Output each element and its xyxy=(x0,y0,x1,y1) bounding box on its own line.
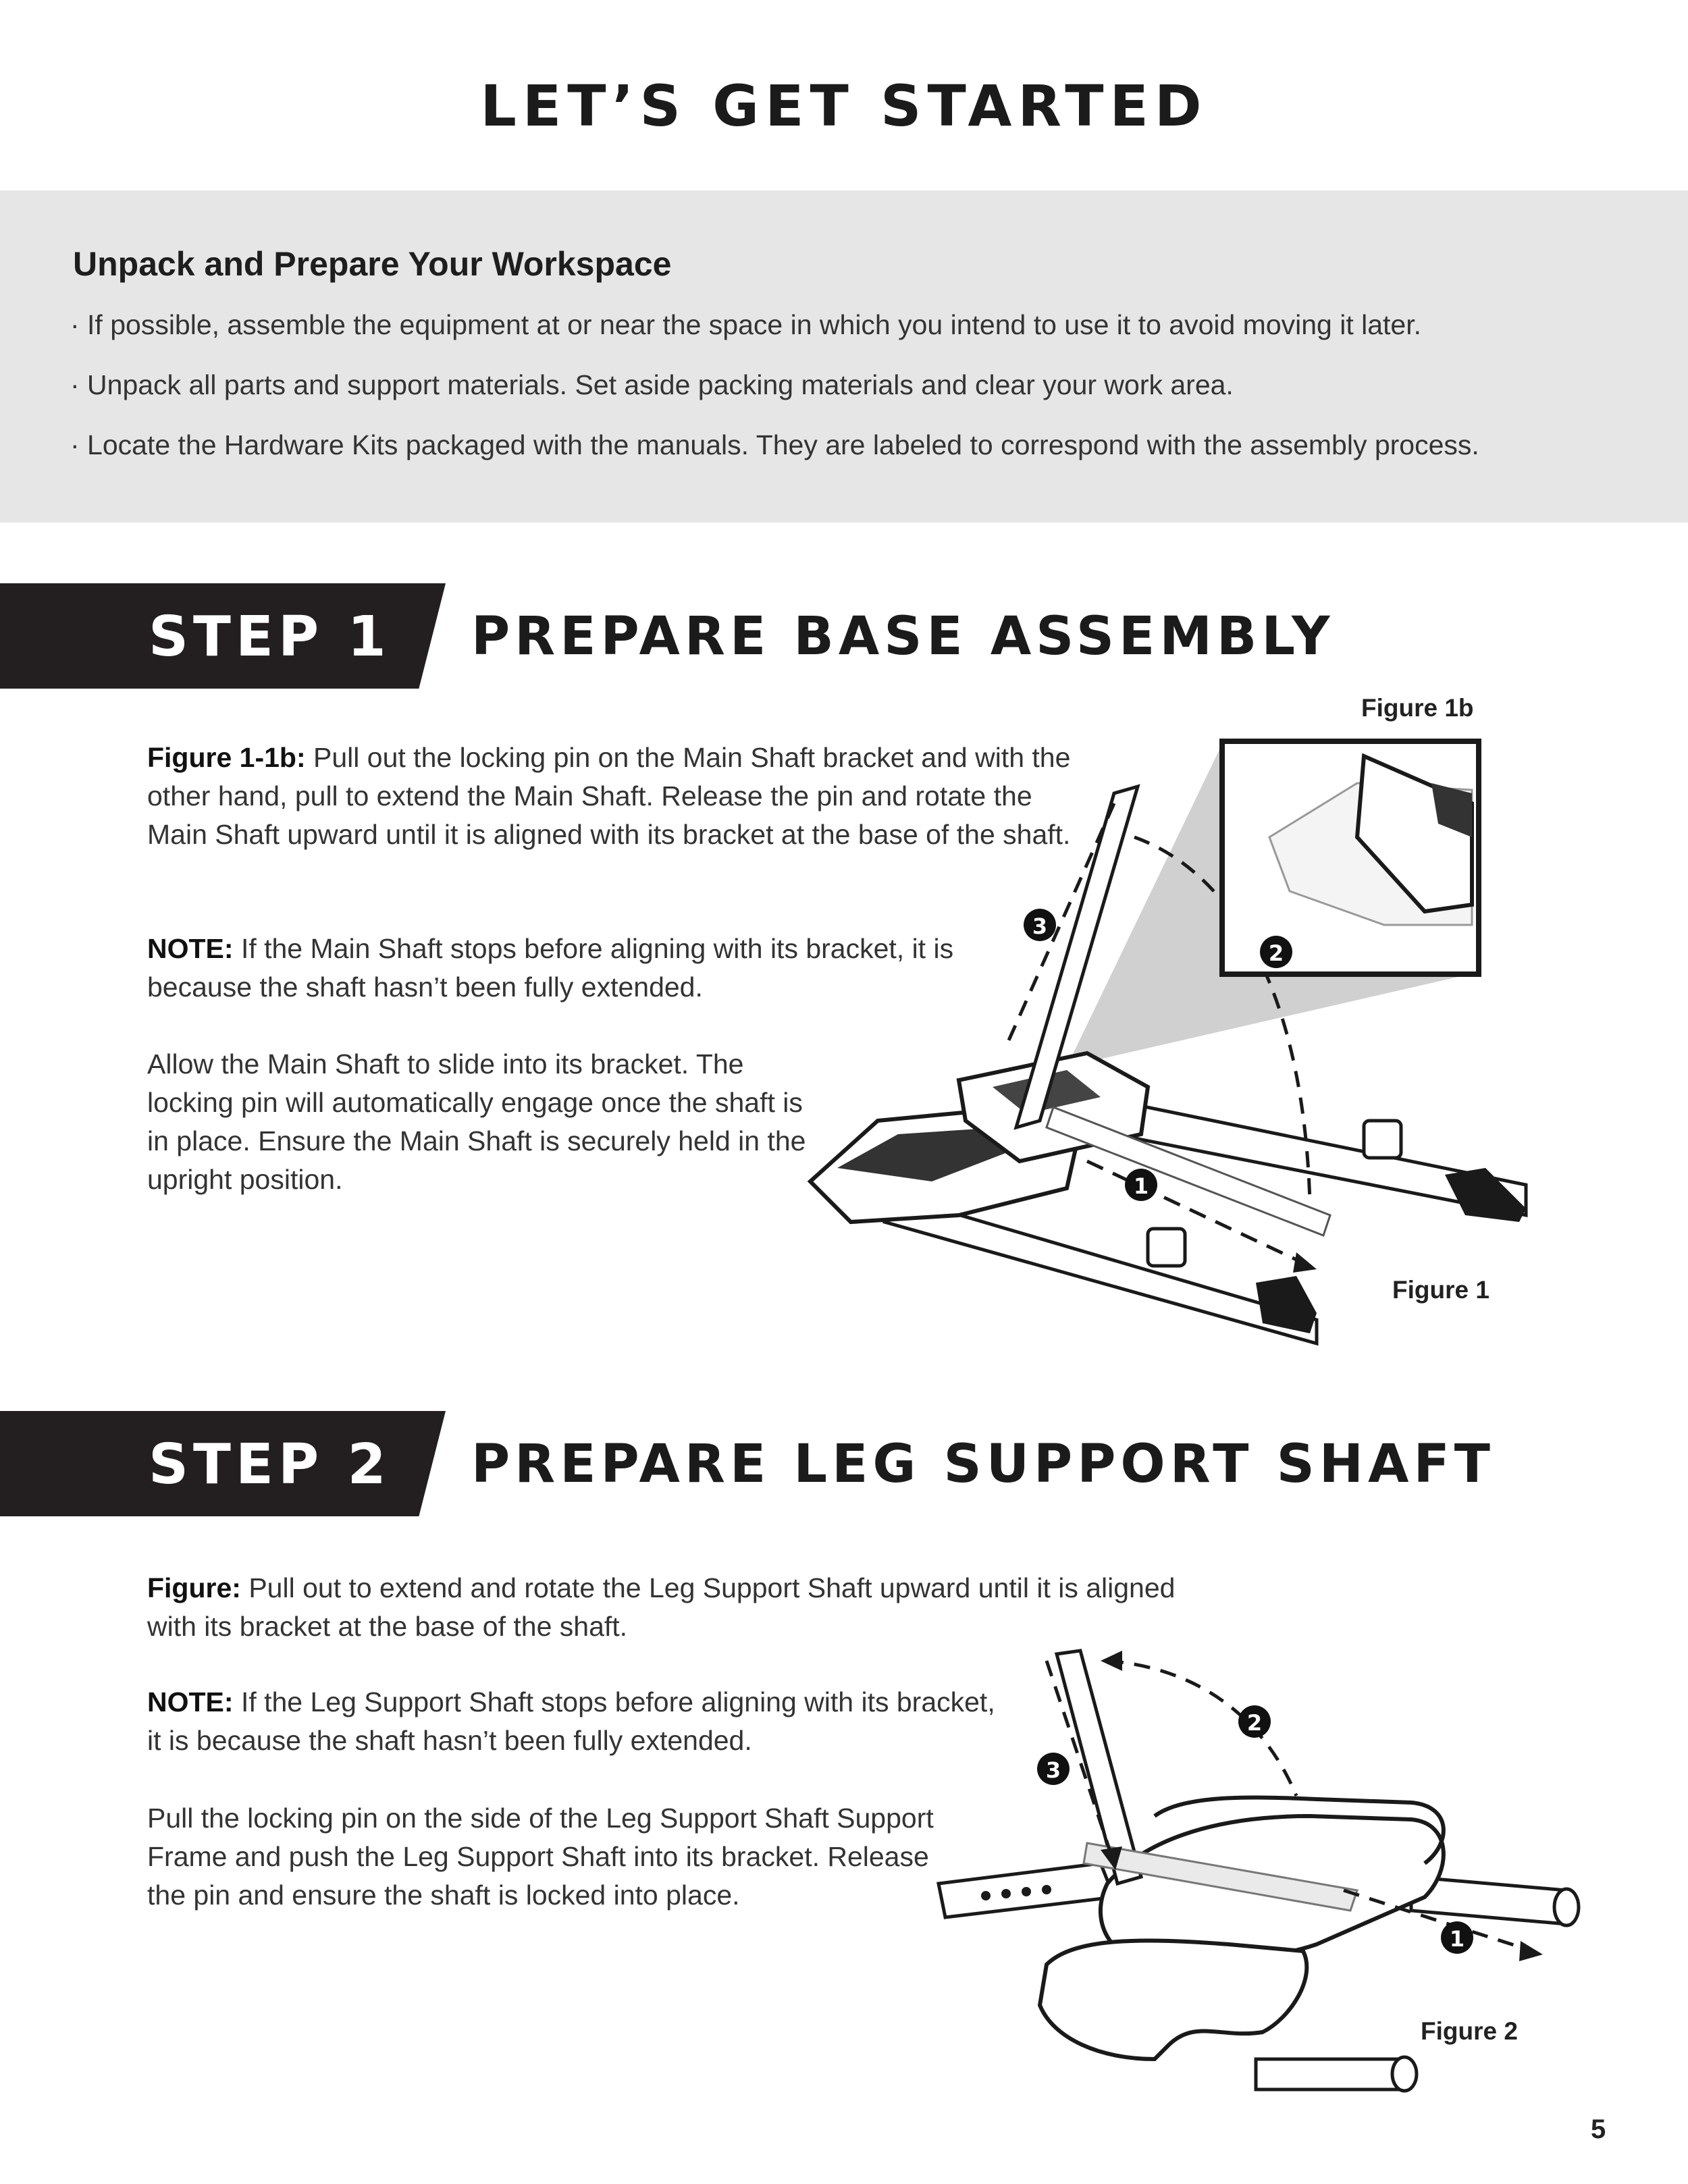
step1-label: STEP 1 xyxy=(149,605,391,669)
step1-title: PREPARE BASE ASSEMBLY xyxy=(471,606,1335,667)
figure-1-callout-1: 1 xyxy=(1133,1173,1149,1199)
step1-instruction-3: Allow the Main Shaft to slide into its bracket. The locking pin will automatically engage once the shaft is in place. Ensure the Main Shaft is securely held in the upright position. xyxy=(147,1048,806,1195)
figure-2-callout-1: 1 xyxy=(1449,1926,1465,1952)
workspace-bullet: · Locate the Hardware Kits packaged with the manuals. They are labeled to correspond with the assembly process. xyxy=(70,429,1479,460)
figure-1b-label: Figure 1b xyxy=(1361,694,1474,722)
step1-note-lead: NOTE: xyxy=(147,933,234,964)
figure-2-callout-3: 3 xyxy=(1045,1757,1061,1783)
step2-instruction-3: Pull the locking pin on the side of the Leg Support Shaft Support Frame and push the Leg Support Shaft into its bracket. Release the pin and ensure the shaft is locked into place. xyxy=(147,1803,934,1911)
step2-instruction-1 xyxy=(147,1569,1228,1646)
step2-instruction-1-body: Pull out to extend and rotate the Leg Support Shaft upward until it is aligned with its bracket at the base of the shaft. xyxy=(147,1572,1176,1642)
workspace-bullet: · If possible, assemble the equipment at or near the space in which you intend to use it to avoid moving it later. xyxy=(70,309,1422,340)
step2-note xyxy=(147,1683,998,1760)
figure-1-label: Figure 1 xyxy=(1392,1276,1489,1304)
step2-note-lead: NOTE: xyxy=(147,1686,234,1717)
workspace-bullet: · Unpack all parts and support materials. Set aside packing materials and clear your work area. xyxy=(70,369,1234,400)
step2-instruction-1-lead: Figure: xyxy=(147,1572,241,1603)
step2-label: STEP 2 xyxy=(149,1433,391,1497)
figure-1-illustration xyxy=(797,702,1607,1343)
workspace-heading: Unpack and Prepare Your Workspace xyxy=(73,245,672,283)
step2-title: PREPARE LEG SUPPORT SHAFT xyxy=(471,1434,1495,1495)
step1-instruction-1-body: Pull out the locking pin on the Main Shaft bracket and with the other hand, pull to extend the Main Shaft. Release the pin and rotate the Main Shaft upward until it is aligned with its bracket at the base of the shaft. xyxy=(147,742,1071,850)
figure-1-callout-3: 3 xyxy=(1032,913,1048,939)
figure-2-label: Figure 2 xyxy=(1421,2017,1518,2045)
workspace-info-box xyxy=(0,190,1688,523)
step2-note-body: If the Leg Support Shaft stops before aligning with its bracket, it is because the shaft hasn’t been fully extended. xyxy=(147,1686,995,1756)
page-number: 5 xyxy=(1591,2114,1606,2144)
step1-instruction-1-lead: Figure 1-1b: xyxy=(147,742,306,773)
step1-note-body: If the Main Shaft stops before aligning with its bracket, it is because the shaft hasn’t been fully extended. xyxy=(147,933,954,1003)
figure-1-callout-2: 2 xyxy=(1268,940,1284,966)
page-title: LET’S GET STARTED xyxy=(480,73,1208,139)
figure-2-callout-2: 2 xyxy=(1246,1710,1263,1736)
